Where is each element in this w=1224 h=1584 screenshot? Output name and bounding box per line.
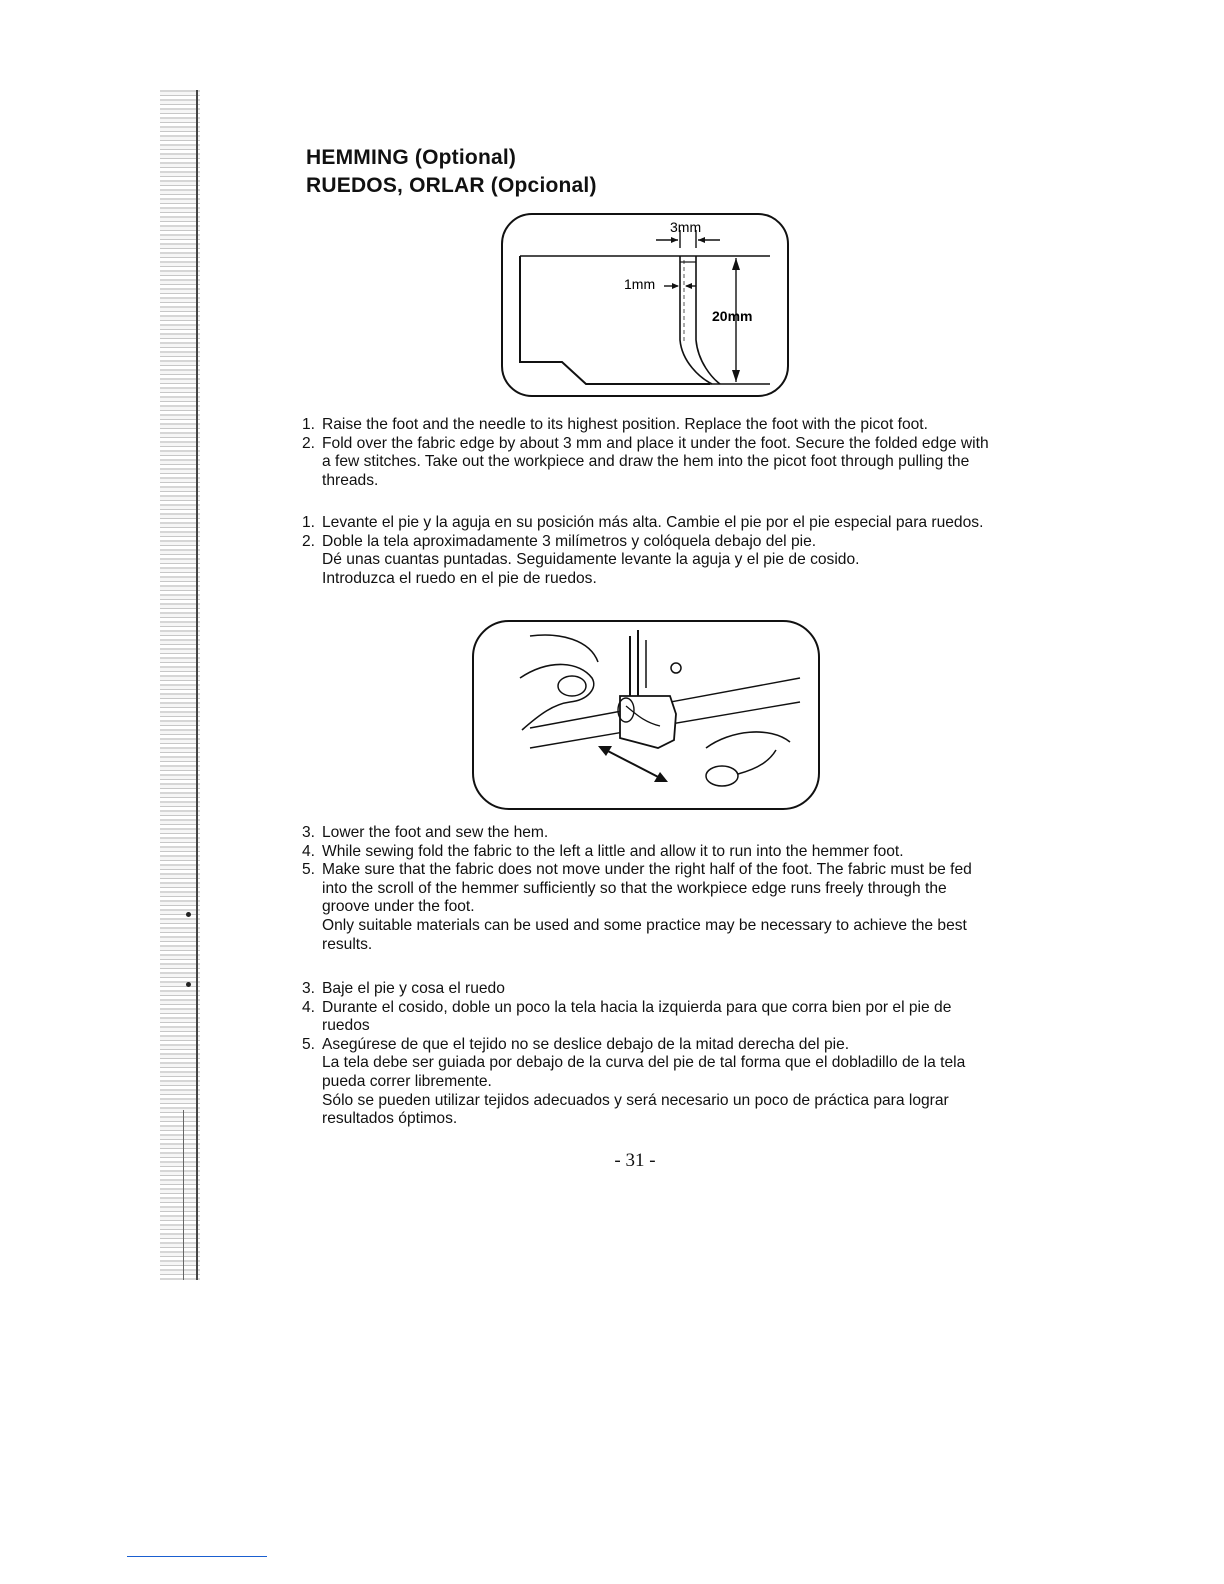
- right-hand: [706, 732, 790, 748]
- label-3mm: 3mm: [670, 219, 702, 235]
- left-fingers: [530, 635, 598, 662]
- binding-dot: [186, 912, 191, 917]
- fabric-outline: [520, 256, 710, 384]
- right-thumb: [706, 766, 738, 786]
- page-number: - 31 -: [614, 1150, 656, 1171]
- hem-dimension-figure: [500, 212, 792, 398]
- right-fingers: [738, 750, 776, 774]
- thumbscrew: [671, 663, 681, 673]
- figure-frame: [502, 214, 788, 396]
- list-item: 1. Raise the foot and the needle to its highest position. Replace the foot with the picot foot.: [302, 416, 928, 433]
- steps-english-part2: [302, 824, 992, 954]
- title-english: HEMMING (Optional): [306, 146, 517, 169]
- list-item: 2. Fold over the fabric edge by about 3 mm and place it under the foot. Secure the folded edge with a few stitches. Take out the workpiece and draw the hem into the picot foot through pulling the threads.: [302, 434, 989, 489]
- list-item: 2. Doble la tela aproximadamente 3 milímetros y colóquela debajo del pie. Dé unas cuantas puntadas. Seguidamente levante la aguja y el pie de cosido. Introduzca el ruedo en el pie de ruedos.: [302, 532, 860, 587]
- list-item: 4. While sewing fold the fabric to the left a little and allow it to run into the hemmer foot.: [302, 842, 904, 860]
- steps-english-part1: [302, 416, 992, 490]
- hemmer-foot-illustration: [470, 618, 824, 814]
- binding-rule-lower: [183, 1110, 184, 1280]
- steps-spanish-part1: [302, 514, 992, 588]
- steps-spanish-part2: [302, 980, 992, 1129]
- scan-binding-edge: [160, 90, 200, 1280]
- feed-direction-arrow: [602, 748, 664, 780]
- list-item: 3. Lower the foot and sew the hem.: [302, 824, 549, 841]
- footer-rule: [127, 1556, 267, 1557]
- list-item: 4. Durante el cosido, doble un poco la tela hacia la izquierda para que corra bien por el pie de ruedos: [302, 998, 952, 1035]
- binding-rule: [196, 90, 198, 1280]
- label-20mm: 20mm: [712, 308, 753, 324]
- list-item: 5. Make sure that the fabric does not move under the right half of the foot. The fabric must be fed into the scroll of the hemmer sufficiently so that the workpiece edge runs freely through the groove under the foot. Only suitable materials can be used and some practice may be necessary to achieve the best results.: [302, 861, 972, 953]
- left-hand: [520, 664, 594, 730]
- list-item: 5. Asegúrese de que el tejido no se deslice debajo de la mitad derecha del pie. La tela debe ser guiada por debajo de la curva del pie de tal forma que el dobladillo de la tela pueda correr libremente. Sólo se pueden utilizar tejidos adecuados y será necesario un poco de práctica para lograr resultados óptimos.: [302, 1035, 966, 1128]
- list-item: 3. Baje el pie y cosa el ruedo: [302, 980, 505, 997]
- binding-dot: [186, 982, 191, 987]
- left-thumb: [558, 676, 586, 696]
- list-item: 1. Levante el pie y la aguja en su posición más alta. Cambie el pie por el pie especial para ruedos.: [302, 514, 984, 531]
- label-1mm: 1mm: [624, 276, 656, 292]
- title-spanish: RUEDOS, ORLAR (Opcional): [306, 174, 597, 197]
